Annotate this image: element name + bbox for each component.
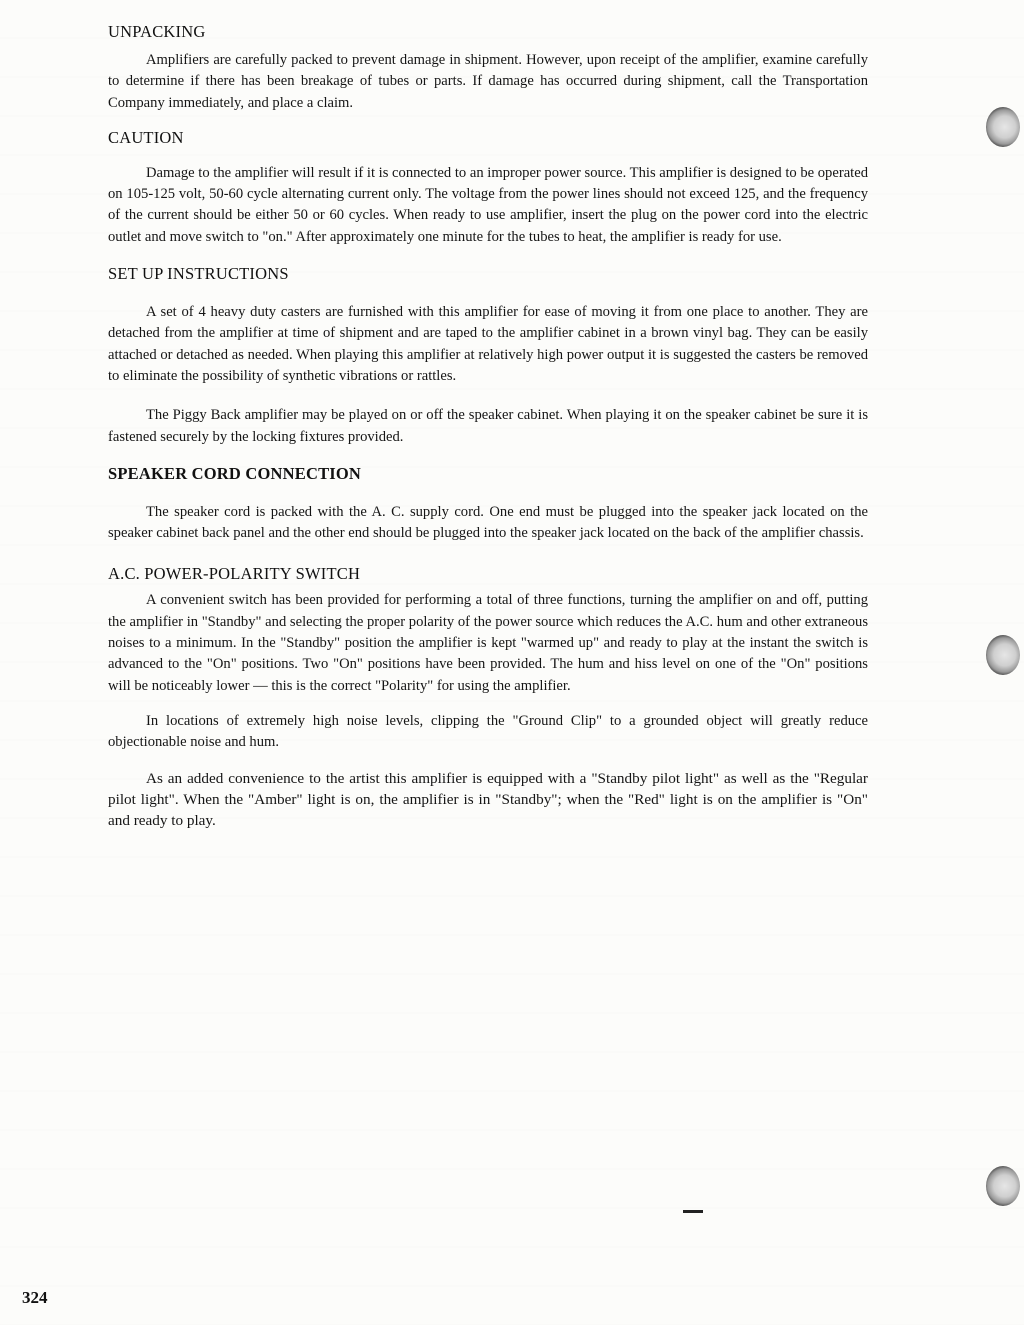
section-heading: SPEAKER CORD CONNECTION xyxy=(108,463,362,483)
section-speaker-cord-connection xyxy=(108,464,868,545)
section-unpacking xyxy=(108,22,868,114)
section-ac-power-polarity-switch xyxy=(108,564,868,831)
paragraph: Amplifiers are carefully packed to prevent damage in shipment. However, upon receipt of the amplifier, examine carefully to determine if there has been breakage of tubes or parts. If damage has occurred during shipment, call the Transportation Company immediately, and place a claim. xyxy=(108,52,868,111)
paragraph: As an added convenience to the artist this amplifier is equipped with a "Standby pilot light" as well as the "Regular pilot light". When the "Amber" light is on, the amplifier is in "Standby"; when the "Red" light is on the amplifier is "On" and ready to play. xyxy=(108,769,868,830)
section-heading: A.C. POWER-POLARITY SWITCH xyxy=(108,564,361,584)
binder-hole-bottom xyxy=(986,1166,1020,1206)
section-caution xyxy=(108,128,868,248)
section-heading: CAUTION xyxy=(108,127,184,147)
section-setup-instructions xyxy=(108,264,868,448)
binder-hole-top xyxy=(986,107,1020,147)
scan-mark xyxy=(683,1210,703,1213)
section-heading: UNPACKING xyxy=(108,22,206,41)
paragraph: The Piggy Back amplifier may be played on or off the speaker cabinet. When playing it on the speaker cabinet be sure it is fastened securely by the locking fixtures provided. xyxy=(108,407,868,445)
paragraph: The speaker cord is packed with the A. C. supply cord. One end must be plugged into the speaker jack located on the speaker cabinet back panel and the other end should be plugged into the speaker jack located on the back of the amplifier chassis. xyxy=(108,503,868,542)
page-content xyxy=(108,22,868,831)
binder-hole-middle xyxy=(986,635,1020,675)
paragraph: A convenient switch has been provided for performing a total of three functions, turning the amplifier on and off, putting the amplifier in "Standby" and selecting the proper polarity of the power source which reduces the A.C. hum and other extraneous noises to a minimum. In the "Standby" position the amplifier is kept "warmed up" and ready to play at the instant the switch is advanced to the "On" positions. Two "On" positions have been provided. The hum and hiss level on one of the "On" positions will be noticeably lower — this is the correct "Polarity" for using the amplifier. xyxy=(108,592,868,694)
paragraph: In locations of extremely high noise levels, clipping the "Ground Clip" to a grounded object will greatly reduce objectionable noise and hum. xyxy=(108,712,868,751)
paragraph: A set of 4 heavy duty casters are furnished with this amplifier for ease of moving it from one place to another. They are detached from the amplifier at time of shipment and are taped to the amplifier cabinet in a brown vinyl bag. They can be easily attached or detached as needed. When playing this amplifier at relatively high power output it is suggested the casters be removed to eliminate the possibility of synthetic vibrations or rattles. xyxy=(108,304,868,384)
paragraph: Damage to the amplifier will result if it is connected to an improper power source. This amplifier is designed to be operated on 105-125 volt, 50-60 cycle alternating current only. The voltage from the power lines should not exceed 125, and the frequency of the current should be either 50 or 60 cycles. When ready to use amplifier, insert the plug on the power cord into the electric outlet and move switch to "on." After approximately one minute for the tubes to heat, the amplifier is ready for use. xyxy=(108,164,868,245)
page-number: 324 xyxy=(22,1288,48,1307)
section-heading: SET UP INSTRUCTIONS xyxy=(108,264,289,284)
